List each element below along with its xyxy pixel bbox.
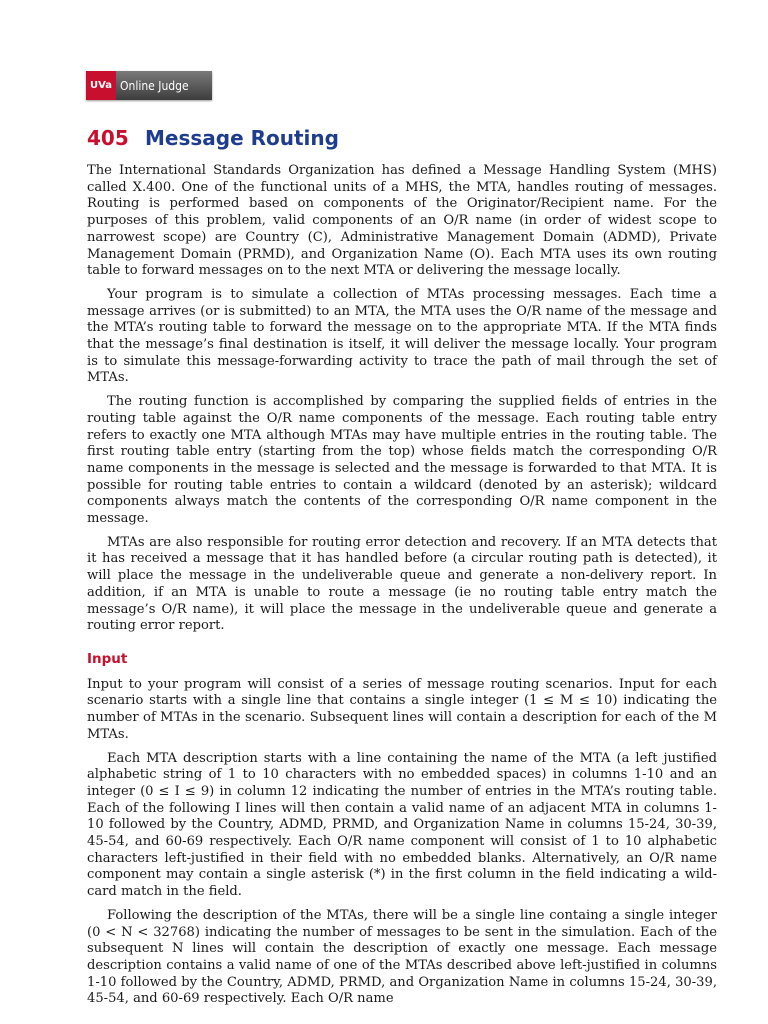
uva-online-judge-logo <box>86 71 212 100</box>
paragraph-input-scenarios: Input to your program will consist of a series of message routing scenarios. Input for each scenario starts with a single line that contains a single integer (1 ≤ M ≤ 10) indicating the number of MTAs in the scenario. Subsequent lines will contain a description for each of the M MTAs. <box>87 676 717 742</box>
paragraph-mta-description: Each MTA description starts with a line containing the name of the MTA (a left justified alphabetic string of 1 to 10 characters with no embedded spaces) in columns 1-10 and an integer (0 ≤ I ≤ 9) in column 12 indicating the number of entries in the MTA’s routing table. Each of the following I lines will then contain a valid name of an adjacent MTA in columns 1-10 followed by the Country, ADMD, PRMD, and Organization Name in columns 15-24, 30-39, 45-54, and 60-69 respectively. Each O/R name component will consist of 1 to 10 alphabetic characters left-justified in their field with no embedded blanks. Alternatively, an O/R name component may contain a single asterisk (*) in the first column in the field indicating a wild-card match in the field. <box>87 750 717 900</box>
paragraph-simulation: Your program is to simulate a collection of MTAs processing messages. Each time a message arrives (or is submitted) to an MTA, the MTA uses the O/R name of the message and the MTA’s routing table to forward the message on to the appropriate MTA. If the MTA finds that the message’s final destination is itself, it will deliver the message locally. Your program is to simulate this message-forwarding activity to trace the path of mail through the set of MTAs. <box>87 286 717 386</box>
problem-number: 405 <box>87 126 129 150</box>
paragraph-messages: Following the description of the MTAs, there will be a single line containg a single integer (0 < N < 32768) indicating the number of messages to be sent in the simulation. Each of the subsequent N lines will contain the description of exactly one message. Each message description contains a valid name of one of the MTAs described above left-justified in columns 1-10 followed by the Country, ADMD, PRMD, and Organization Name in columns 15-24, 30-39, 45-54, and 60-69 respectively. Each O/R name <box>87 907 717 1007</box>
paragraph-error-detection: MTAs are also responsible for routing error detection and recovery. If an MTA detects that it has received a message that it has handled before (a circular routing path is detected), it will place the message in the undeliverable queue and generate a non-delivery report. In addition, if an MTA is unable to route a message (ie no routing table entry match the message’s O/R name), it will place the message in the undeliverable queue and generate a routing error report. <box>87 534 717 634</box>
problem-title <box>87 126 339 150</box>
problem-name: Message Routing <box>145 126 339 150</box>
paragraph-intro: The International Standards Organization has defined a Message Handling System (MHS) called X.400. One of the functional units of a MHS, the MTA, handles routing of messages. Routing is performed based on components of the Originator/Recipient name. For the purposes of this problem, valid components of an O/R name (in order of widest scope to narrowest scope) are Country (C), Administrative Management Domain (ADMD), Private Management Domain (PRMD), and Organization Name (O). Each MTA uses its own routing table to forward messages on to the next MTA or delivering the message locally. <box>87 163 717 279</box>
paragraph-routing-function: The routing function is accomplished by comparing the supplied fields of entries in the routing table against the O/R name components of the message. Each routing table entry refers to exactly one MTA although MTAs may have multiple entries in the routing table. The first routing table entry (starting from the top) whose fields match the corresponding O/R name components in the message is selected and the message is forwarded to that MTA. It is possible for routing table entries to contain a wildcard (denoted by an asterisk); wildcard components always match the contents of the corresponding O/R name component in the message. <box>87 394 717 527</box>
problem-statement <box>87 163 717 1008</box>
uva-badge: UVa <box>86 71 116 100</box>
online-judge-label: Online Judge <box>116 71 212 100</box>
input-heading: Input <box>87 650 128 667</box>
